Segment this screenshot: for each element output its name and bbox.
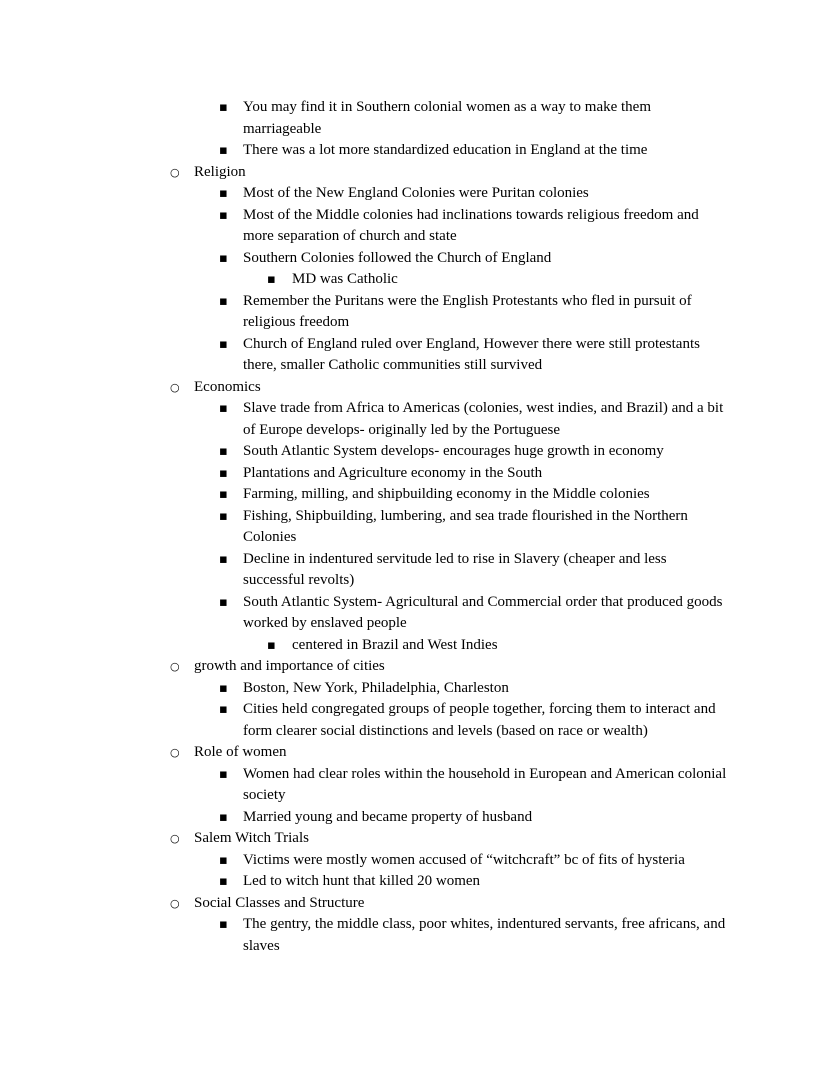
list-item-text: Religion xyxy=(194,163,246,180)
square-bullet-icon: ▪ xyxy=(219,766,228,782)
list-item xyxy=(219,764,731,807)
list-item-text: Most of the Middle colonies had inclinations towards religious freedom and more separation of church and state xyxy=(243,206,699,244)
circle-bullet-icon: ○ xyxy=(170,660,180,673)
list-item-text: Role of women xyxy=(194,744,287,760)
list-item xyxy=(170,893,731,915)
list-item-text: There was a lot more standardized education in England at the time xyxy=(243,142,648,158)
list-item-text: Women had clear roles within the household in European and American colonial society xyxy=(243,765,727,803)
square-bullet-icon: ▪ xyxy=(219,143,228,158)
circle-bullet-icon: ○ xyxy=(170,165,180,179)
list-item-text: Economics xyxy=(194,378,261,395)
square-bullet-icon: ▪ xyxy=(219,444,228,459)
list-item-text: Plantations and Agriculture economy in the South xyxy=(243,464,543,481)
square-bullet-icon: ▪ xyxy=(219,551,228,567)
list-item-text: The gentry, the middle class, poor whites, indentured servants, free africans, and slaves xyxy=(243,916,726,954)
square-bullet-icon: ▪ xyxy=(219,702,228,717)
list-item xyxy=(170,162,731,184)
list-item xyxy=(219,549,731,592)
list-item xyxy=(219,463,731,485)
square-bullet-icon: ▪ xyxy=(219,809,228,825)
list-item xyxy=(219,291,731,334)
list-item xyxy=(219,441,731,463)
list-item-text: Cities held congregated groups of people together, forcing them to interact and form clearer social distinctions and levels (based on race or wealth) xyxy=(243,701,716,739)
list-item xyxy=(267,269,731,291)
list-item-text: Married young and became property of husband xyxy=(243,808,533,825)
list-item-text: Remember the Puritans were the English Protestants who fled in pursuit of religious freedom xyxy=(243,292,692,330)
list-item-text: Social Classes and Structure xyxy=(194,894,365,911)
list-item-text: Most of the New England Colonies were Puritan colonies xyxy=(243,185,589,201)
list-item-text: Southern Colonies followed the Church of England xyxy=(243,249,552,266)
list-item-text: Boston, New York, Philadelphia, Charleston xyxy=(243,679,509,696)
list-item-text: growth and importance of cities xyxy=(194,658,385,674)
list-item xyxy=(219,699,731,742)
list-item-text: You may find it in Southern colonial women as a way to make them marriageable xyxy=(243,99,651,137)
list-item xyxy=(219,678,731,700)
square-bullet-icon: ▪ xyxy=(219,594,228,610)
circle-bullet-icon: ○ xyxy=(170,380,180,394)
list-item xyxy=(219,850,731,872)
square-bullet-icon: ▪ xyxy=(219,293,228,309)
list-item xyxy=(219,914,731,957)
square-bullet-icon: ▪ xyxy=(219,100,228,115)
list-item xyxy=(219,871,731,893)
square-bullet-icon: ▪ xyxy=(219,487,228,502)
document-list xyxy=(97,97,731,957)
square-bullet-icon: ▪ xyxy=(219,680,228,696)
square-bullet-icon: ▪ xyxy=(219,336,228,352)
list-item xyxy=(219,205,731,248)
list-item-text: centered in Brazil and West Indies xyxy=(292,636,498,653)
square-bullet-icon: ▪ xyxy=(219,917,228,932)
list-item xyxy=(219,140,731,162)
square-bullet-icon: ▪ xyxy=(267,272,276,287)
list-item-text: South Atlantic System- Agricultural and Commercial order that produced goods worked by enslaved people xyxy=(243,593,723,631)
list-item-text: Farming, milling, and shipbuilding economy in the Middle colonies xyxy=(243,486,650,502)
list-item-text: Led to witch hunt that killed 20 women xyxy=(243,873,481,889)
list-item xyxy=(219,97,731,140)
list-item-text: Fishing, Shipbuilding, lumbering, and sea trade flourished in the Northern Colonies xyxy=(243,507,688,545)
list-item-text: MD was Catholic xyxy=(292,271,398,287)
list-item-text: Decline in indentured servitude led to rise in Slavery (cheaper and less successful revolts) xyxy=(243,550,667,588)
list-item-text: South Atlantic System develops- encourages huge growth in economy xyxy=(243,443,664,459)
list-item xyxy=(170,742,731,764)
circle-bullet-icon: ○ xyxy=(170,746,180,759)
list-item xyxy=(219,484,731,506)
list-item xyxy=(219,506,731,549)
list-item xyxy=(219,592,731,635)
list-item xyxy=(267,635,731,657)
list-item-text: Church of England ruled over England, However there were still protestants there, smaller Catholic communities still survived xyxy=(243,335,700,373)
circle-bullet-icon: ○ xyxy=(170,832,180,845)
square-bullet-icon: ▪ xyxy=(219,508,228,524)
circle-bullet-icon: ○ xyxy=(170,896,180,910)
list-item xyxy=(219,183,731,205)
list-item xyxy=(170,656,731,678)
square-bullet-icon: ▪ xyxy=(219,207,228,223)
square-bullet-icon: ▪ xyxy=(267,637,276,653)
list-item xyxy=(219,807,731,829)
list-item-text: Slave trade from Africa to Americas (colonies, west indies, and Brazil) and a bit of Europe develops- originally led by the Portuguese xyxy=(243,400,724,438)
list-item xyxy=(219,248,731,270)
list-item xyxy=(219,398,731,441)
square-bullet-icon: ▪ xyxy=(219,186,228,201)
list-item-text: Victims were mostly women accused of “witchcraft” bc of fits of hysteria xyxy=(243,851,685,868)
square-bullet-icon: ▪ xyxy=(219,852,228,868)
list-item xyxy=(170,828,731,850)
square-bullet-icon: ▪ xyxy=(219,250,228,266)
list-item-text: Salem Witch Trials xyxy=(194,830,309,846)
list-item xyxy=(170,377,731,399)
square-bullet-icon: ▪ xyxy=(219,874,228,889)
square-bullet-icon: ▪ xyxy=(219,401,228,416)
list-item xyxy=(219,334,731,377)
square-bullet-icon: ▪ xyxy=(219,465,228,481)
